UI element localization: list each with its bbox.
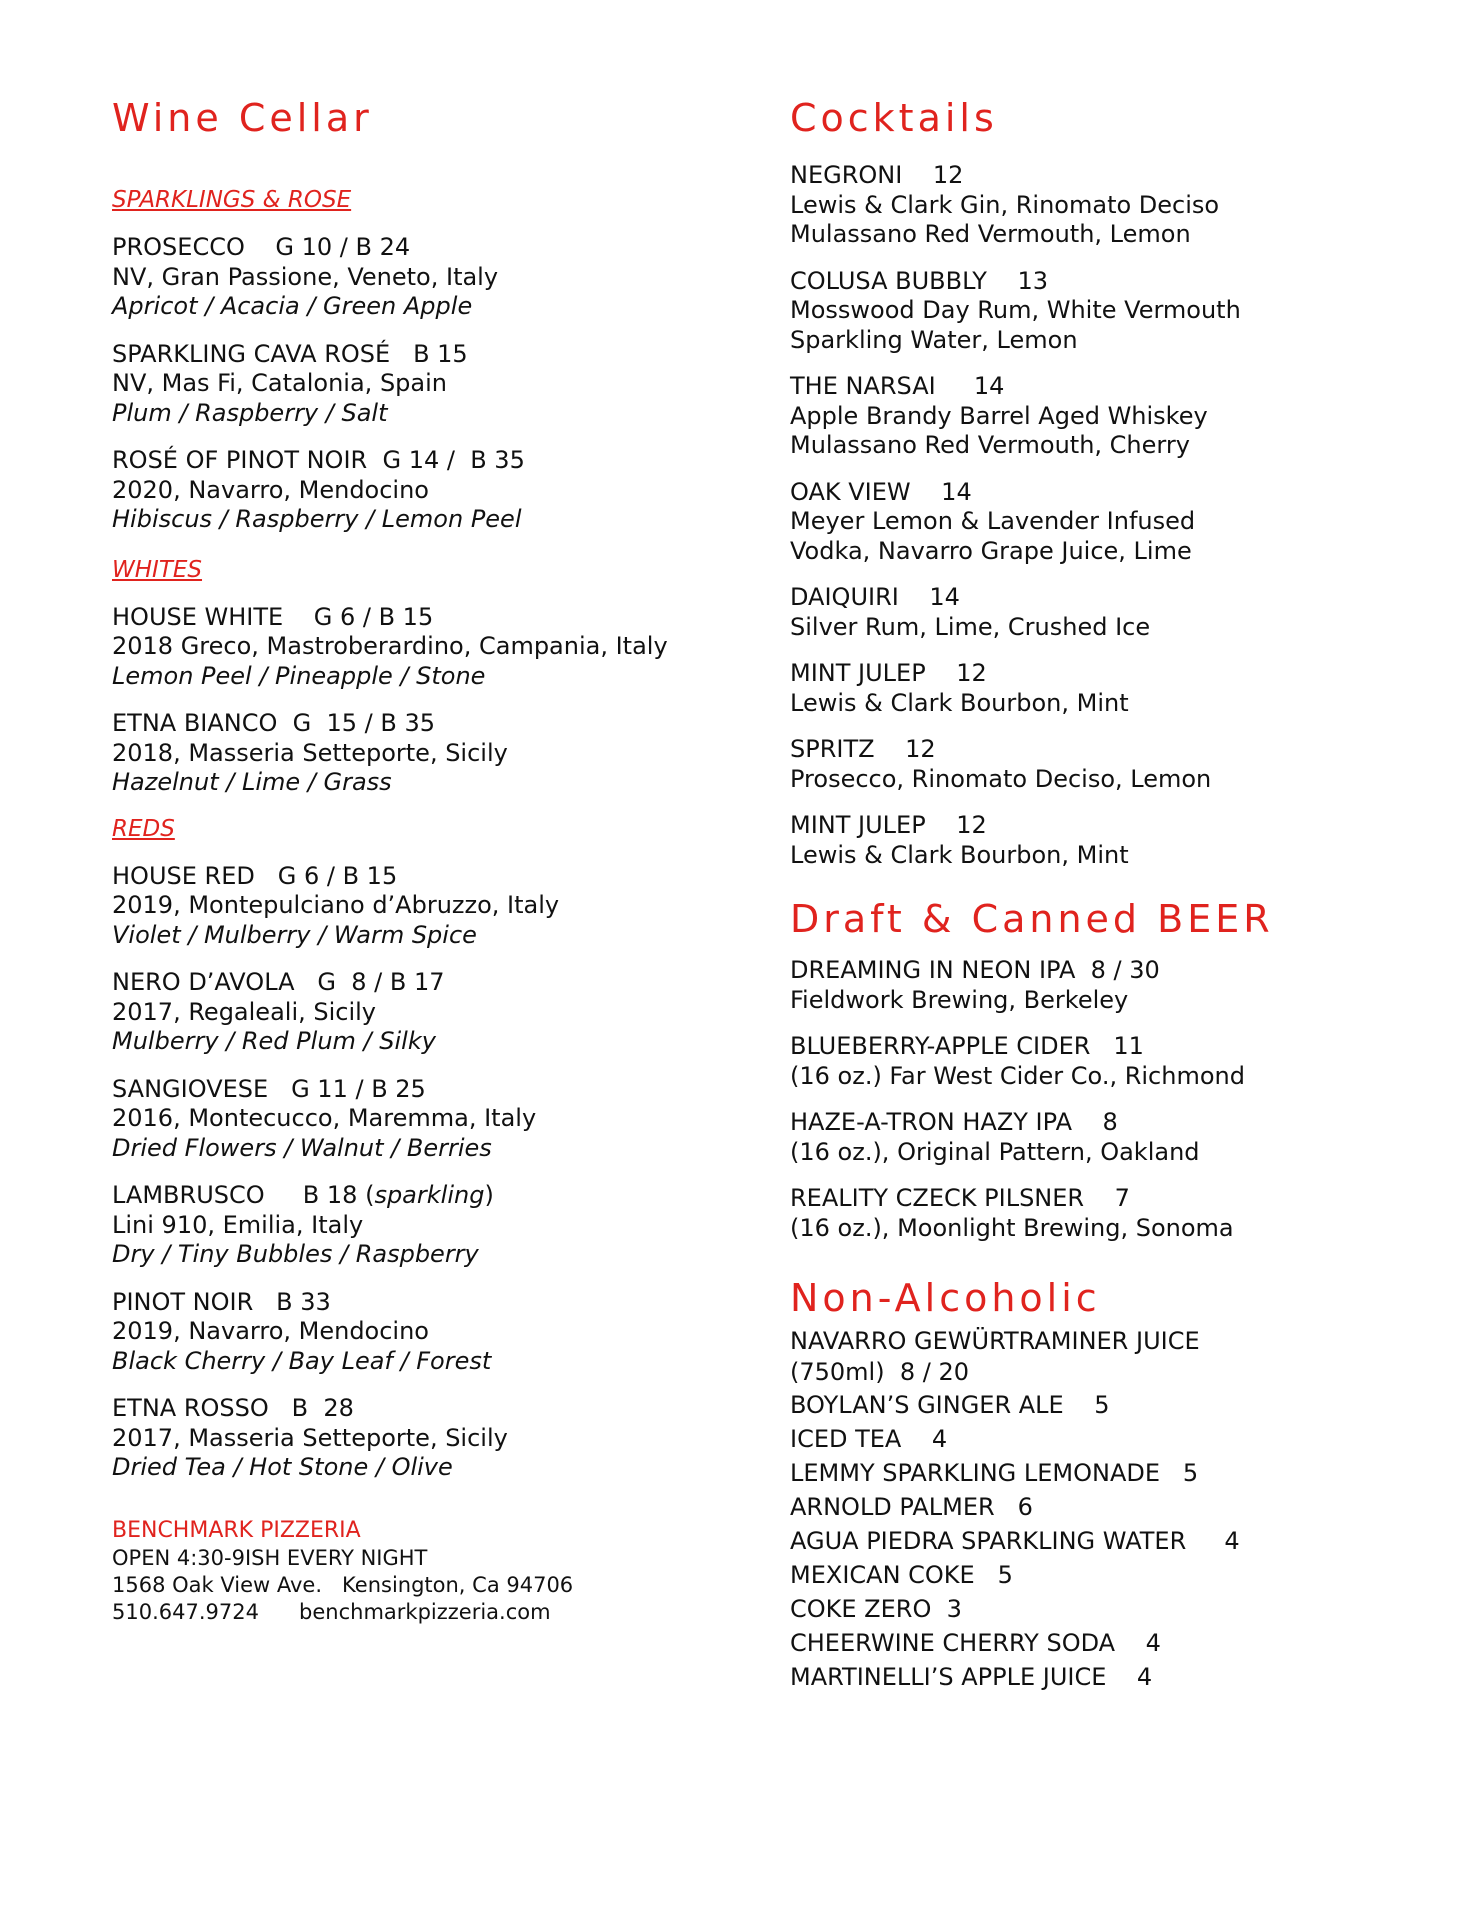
beer-head	[790, 956, 1450, 986]
wine-name: HOUSE WHITE	[112, 602, 284, 631]
wine-item-head: LAMBRUSCO B 18 (sparkling)	[112, 1181, 494, 1209]
wine-price: G 14 / B 35	[382, 446, 525, 474]
cocktail-name: SPRITZ	[790, 735, 875, 763]
wine-detail: Lini 910, Emilia, Italy	[112, 1210, 364, 1239]
na-item	[790, 1660, 1450, 1694]
na-item	[790, 1456, 1450, 1490]
na-name: LEMMY SPARKLING LEMONADE	[790, 1458, 1161, 1487]
wine-price: G 10 / B 24	[275, 233, 411, 261]
wine-item-head	[112, 968, 712, 998]
section-label: WHITES	[112, 556, 203, 583]
wine-price: G 6 / B 15	[277, 861, 398, 890]
na-item	[790, 1626, 1450, 1660]
cocktail-name: MINT JULEP	[790, 659, 926, 687]
beer-detail: (16 oz.), Original Pattern, Oakland	[790, 1137, 1200, 1166]
beer-detail: (16 oz.), Moonlight Brewing, Sonoma	[790, 1213, 1234, 1242]
wine-notes: Apricot / Acacia / Green Apple	[112, 292, 473, 320]
cocktail-name: NEGRONI	[790, 161, 903, 189]
wine-item-head	[112, 446, 712, 476]
cocktail-head	[790, 267, 1450, 297]
cocktail-head	[790, 478, 1450, 508]
na-item	[790, 1490, 1450, 1524]
beer-item	[790, 1184, 1450, 1243]
section-reds	[112, 814, 712, 1483]
na-name: MEXICAN COKE	[790, 1560, 975, 1589]
wine-item-head	[112, 1288, 712, 1318]
cocktail-name: DAIQUIRI	[790, 583, 899, 611]
na-item	[790, 1422, 1450, 1456]
na-item	[790, 1592, 1450, 1626]
cocktail-item	[790, 478, 1450, 567]
cocktail-ingredients: Apple Brandy Barrel Aged Whiskey	[790, 401, 1208, 430]
wine-notes: Lemon Peel / Pineapple / Stone	[112, 661, 486, 690]
cocktail-ingredients: Mosswood Day Rum, White Vermouth	[790, 296, 1241, 324]
na-name: ICED TEA	[790, 1424, 902, 1453]
non-alcoholic-list	[790, 1327, 1450, 1694]
cocktail-price: 14	[929, 583, 960, 611]
cocktail-name: MINT JULEP	[790, 811, 926, 839]
wine-item-rose-of-pinot-noir	[112, 446, 712, 535]
wine-price: G 8 / B 17	[317, 968, 445, 996]
wine-detail: 2018, Masseria Setteporte, Sicily	[112, 738, 508, 767]
beer-name: BLUEBERRY-APPLE CIDER	[790, 1032, 1091, 1060]
cocktail-ingredients: Meyer Lemon & Lavender Infused	[790, 507, 1196, 535]
cocktail-ingredients: Lewis & Clark Bourbon, Mint	[790, 688, 1129, 717]
cocktail-head	[790, 659, 1450, 689]
wine-item-head	[112, 709, 712, 739]
na-name: AGUA PIEDRA SPARKLING WATER	[790, 1526, 1187, 1555]
beer-name: HAZE-A-TRON HAZY IPA	[790, 1108, 1072, 1136]
cocktail-item	[790, 659, 1450, 718]
wine-item-pinot-noir	[112, 1288, 712, 1377]
beer-price: 11	[1113, 1032, 1144, 1060]
wine-notes: Hibiscus / Raspberry / Lemon Peel	[112, 505, 522, 533]
na-name: COKE ZERO	[790, 1594, 932, 1623]
wine-cellar-title: Wine Cellar	[112, 96, 373, 140]
cocktail-ingredients: Silver Rum, Lime, Crushed Ice	[790, 612, 1151, 641]
cocktail-ingredients: Prosecco, Rinomato Deciso, Lemon	[790, 764, 1212, 793]
wine-detail: NV, Gran Passione, Veneto, Italy	[112, 262, 499, 291]
cocktail-price: 13	[1017, 266, 1048, 295]
cocktail-ingredients: Vodka, Navarro Grape Juice, Lime	[790, 536, 1192, 565]
cocktail-price: 14	[941, 477, 972, 506]
cocktail-head	[790, 372, 1450, 402]
beer-item	[790, 956, 1450, 1015]
restaurant-name: BENCHMARK PIZZERIA	[112, 1517, 361, 1543]
restaurant-footer	[112, 1517, 712, 1626]
cocktail-price: 12	[956, 659, 987, 687]
wine-price: G 15 / B 35	[292, 709, 436, 737]
wine-detail: 2016, Montecucco, Maremma, Italy	[112, 1104, 537, 1132]
na-item	[790, 1388, 1450, 1422]
wine-item-etna-bianco	[112, 709, 712, 798]
restaurant-phone: 510.647.9724	[112, 1599, 259, 1624]
wine-notes: Mulberry / Red Plum / Silky	[112, 1027, 436, 1055]
wine-item-lambrusco	[112, 1181, 712, 1270]
beer-name: DREAMING IN NEON IPA	[790, 956, 1076, 984]
cocktail-name: OAK VIEW	[790, 477, 911, 506]
beer-name: REALITY CZECK PILSNER	[790, 1184, 1085, 1212]
wine-name: PINOT NOIR	[112, 1287, 254, 1316]
wine-price: B 33	[276, 1287, 331, 1316]
restaurant-contact	[112, 1599, 712, 1626]
wine-notes: Dried Tea / Hot Stone / Olive	[112, 1453, 453, 1481]
beer-head	[790, 1032, 1450, 1062]
beer-item	[790, 1032, 1450, 1091]
wine-name: LAMBRUSCO	[112, 1181, 265, 1209]
wine-item-head	[112, 1394, 712, 1424]
beer-item	[790, 1108, 1450, 1167]
wine-item-nero-davola	[112, 968, 712, 1057]
wine-item-head	[112, 603, 712, 633]
wine-item-sangiovese	[112, 1075, 712, 1164]
wine-notes: Dry / Tiny Bubbles / Raspberry	[112, 1240, 479, 1268]
section-whites	[112, 555, 712, 798]
na-name: NAVARRO GEWÜRTRAMINER JUICE	[790, 1327, 1200, 1355]
section-label: SPARKLINGS & ROSE	[112, 187, 352, 213]
wine-name: SPARKLING CAVA ROSÉ	[112, 339, 391, 368]
wine-item-head	[112, 233, 712, 263]
cocktail-ingredients: Mulassano Red Vermouth, Cherry	[790, 431, 1190, 459]
wine-notes: Dried Flowers / Walnut / Berries	[112, 1133, 492, 1162]
wine-name: HOUSE RED	[112, 861, 255, 890]
wine-notes: Black Cherry / Bay Leaf / Forest	[112, 1346, 492, 1375]
wine-detail: 2019, Montepulciano d’Abruzzo, Italy	[112, 891, 560, 919]
cocktail-ingredients: Sparkling Water, Lemon	[790, 325, 1078, 354]
na-item	[790, 1524, 1450, 1558]
wine-name: ETNA ROSSO	[112, 1394, 269, 1422]
cocktail-price: 12	[956, 811, 987, 839]
beer-list	[790, 956, 1450, 1243]
wine-name: SANGIOVESE	[112, 1074, 269, 1103]
cocktails-title: Cocktails	[790, 96, 998, 140]
wine-item-etna-rosso	[112, 1394, 712, 1483]
na-price: 4	[1145, 1628, 1161, 1657]
beer-head	[790, 1184, 1450, 1214]
cocktail-ingredients: Mulassano Red Vermouth, Lemon	[790, 220, 1191, 248]
cocktail-item	[790, 161, 1450, 250]
na-price: 4	[1224, 1526, 1240, 1555]
na-item-size-price: (750ml) 8 / 20	[790, 1357, 969, 1386]
cocktail-price: 14	[973, 372, 1005, 400]
wine-price: B 15	[413, 339, 468, 368]
na-price: 5	[1094, 1390, 1110, 1419]
wine-detail: NV, Mas Fi, Catalonia, Spain	[112, 369, 447, 397]
na-name: BOYLAN’S GINGER ALE	[790, 1390, 1064, 1419]
beer-price: 8 / 30	[1090, 956, 1160, 984]
wine-item-head	[112, 862, 712, 892]
cocktail-name: COLUSA BUBBLY	[790, 266, 987, 295]
wine-name: ETNA BIANCO	[112, 709, 278, 737]
wine-notes: Violet / Mulberry / Warm Spice	[112, 920, 477, 949]
beer-head	[790, 1108, 1450, 1138]
na-price: 3	[946, 1594, 962, 1623]
cocktail-item	[790, 735, 1450, 794]
na-name: ARNOLD PALMER	[790, 1492, 995, 1521]
wine-name: NERO D’AVOLA	[112, 968, 295, 996]
restaurant-website: benchmarkpizzeria.com	[299, 1599, 551, 1624]
cocktail-head	[790, 161, 1450, 191]
na-price: 6	[1017, 1492, 1033, 1521]
na-price: 5	[1182, 1458, 1199, 1487]
wine-notes: Hazelnut / Lime / Grass	[112, 768, 392, 796]
wine-price: B 28	[291, 1394, 354, 1422]
wine-detail: 2020, Navarro, Mendocino	[112, 475, 429, 504]
wine-price: B 18	[302, 1181, 358, 1209]
non-alcoholic-title: Non-Alcoholic	[790, 1276, 1101, 1320]
restaurant-hours: OPEN 4:30-9ISH EVERY NIGHT	[112, 1545, 428, 1570]
wine-item-head	[112, 340, 712, 370]
na-item	[790, 1558, 1450, 1592]
cocktail-price: 12	[905, 735, 936, 763]
drinks-column	[790, 95, 1450, 1694]
wine-cellar-column	[112, 95, 712, 1626]
section-label: REDS	[112, 815, 175, 842]
beer-price: 8	[1102, 1108, 1118, 1136]
cocktail-head	[790, 583, 1450, 613]
wine-item-sparkling-cava-rose	[112, 340, 712, 429]
wine-price: G 11 / B 25	[291, 1074, 426, 1103]
cocktail-item	[790, 372, 1450, 461]
na-price: 4	[931, 1424, 948, 1453]
wine-name: ROSÉ OF PINOT NOIR	[112, 446, 368, 474]
na-price: 4	[1136, 1662, 1153, 1691]
section-sparklings-rose	[112, 185, 712, 535]
cocktail-ingredients: Lewis & Clark Bourbon, Mint	[790, 840, 1129, 869]
wine-item-house-red	[112, 862, 712, 951]
na-item	[790, 1327, 1450, 1357]
cocktail-ingredients: Lewis & Clark Gin, Rinomato Deciso	[790, 190, 1220, 219]
cocktail-list	[790, 161, 1450, 870]
cocktail-item	[790, 583, 1450, 642]
beer-detail: (16 oz.) Far West Cider Co., Richmond	[790, 1061, 1245, 1090]
wine-detail: 2017, Masseria Setteporte, Sicily	[112, 1423, 508, 1452]
cocktail-head	[790, 735, 1450, 765]
cocktail-price: 12	[932, 161, 964, 189]
na-price: 5	[997, 1560, 1013, 1589]
cocktail-item	[790, 811, 1450, 870]
wine-item-head	[112, 1075, 712, 1105]
wine-price: G 6 / B 15	[313, 602, 434, 631]
na-name: MARTINELLI’S APPLE JUICE	[790, 1662, 1107, 1691]
beer-detail: Fieldwork Brewing, Berkeley	[790, 985, 1129, 1014]
cocktail-item	[790, 267, 1450, 356]
cocktail-name: THE NARSAI	[790, 372, 936, 400]
wine-item-house-white	[112, 603, 712, 692]
wine-price-note: sparkling	[374, 1181, 485, 1209]
na-name: CHEERWINE CHERRY SODA	[790, 1628, 1116, 1657]
beer-title: Draft & Canned BEER	[790, 897, 1274, 941]
wine-item-prosecco	[112, 233, 712, 322]
wine-detail: 2017, Regaleali, Sicily	[112, 997, 377, 1026]
wine-notes: Plum / Raspberry / Salt	[112, 398, 388, 427]
wine-detail: 2019, Navarro, Mendocino	[112, 1317, 429, 1345]
restaurant-address: 1568 Oak View Ave. Kensington, Ca 94706	[112, 1572, 574, 1597]
wine-name: PROSECCO	[112, 233, 245, 261]
beer-price: 7	[1114, 1184, 1130, 1212]
cocktail-head	[790, 811, 1450, 841]
wine-detail: 2018 Greco, Mastroberardino, Campania, Italy	[112, 632, 668, 660]
